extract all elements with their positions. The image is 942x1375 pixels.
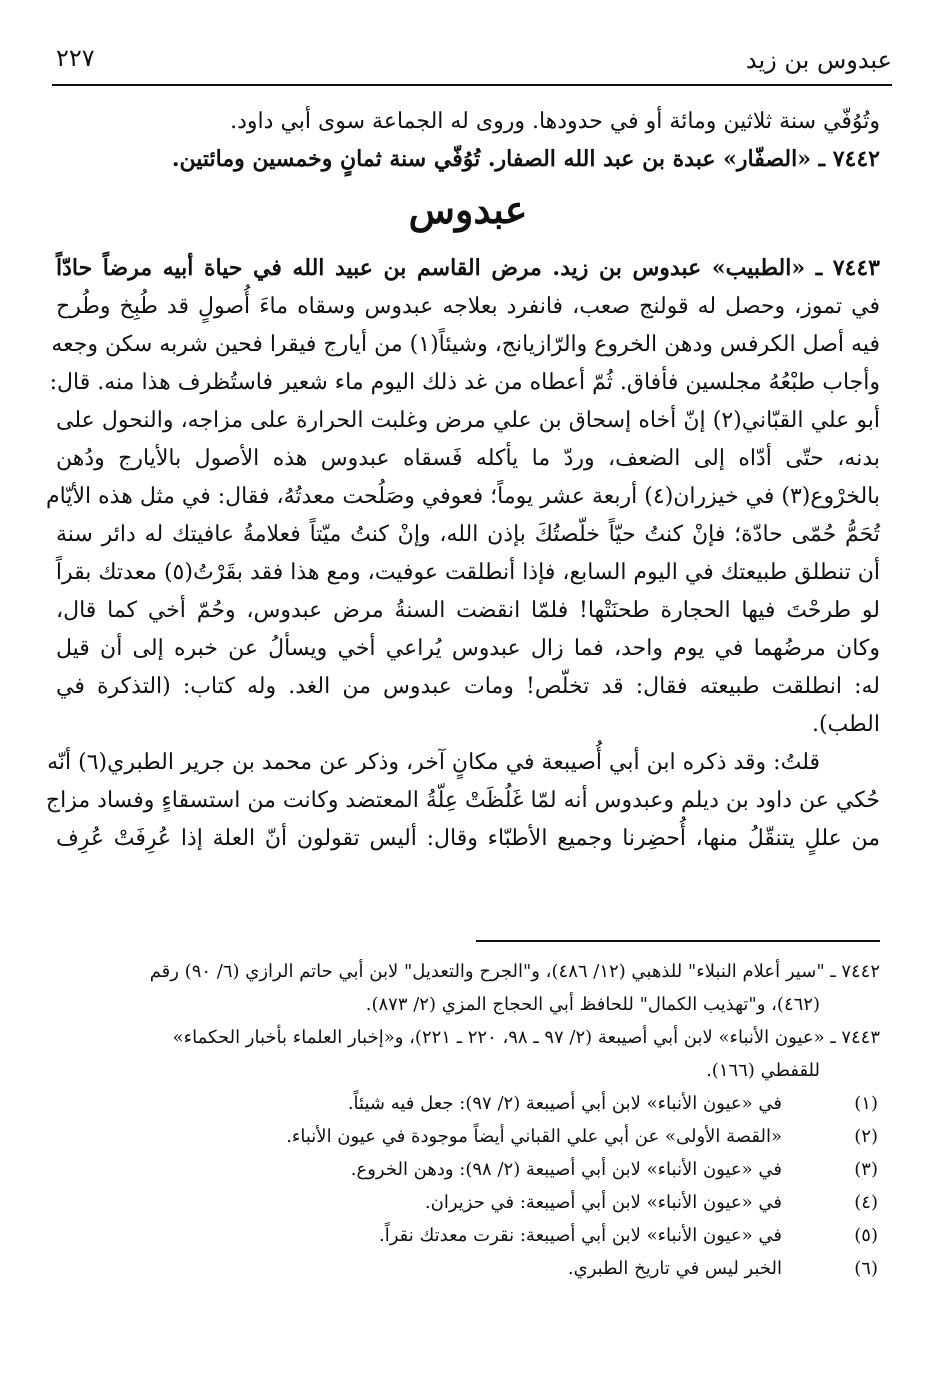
footnote-text: في «عيون الأنباء» لابن أبي أصيبعة: في حزيران. bbox=[424, 1192, 782, 1213]
text-line: فيه أصل الكرفس ودهن الخروع والرّازيانج، وشيئاً(١) من أيارج فيقرا فحين شربه سكن وجعه bbox=[51, 332, 880, 357]
main-text bbox=[45, 106, 881, 861]
footnote-text: في «عيون الأنباء» لابن أبي أصيبعة (٢/ ٩٨): ودهن الخروع. bbox=[350, 1159, 782, 1180]
footnote-number: (٤) bbox=[854, 1192, 878, 1213]
entry-7442 bbox=[56, 144, 880, 175]
text-line: له: انطلقت طبيعته فقال: قد تخلّص! ومات عبدوس من الغد. وله كتاب: (التذكرة في bbox=[56, 674, 880, 699]
text-line: في تموز، وحصل له قولنج صعب، فانفرد بعلاجه عبدوس وسقاه ماءَ أُصولٍ قد طُبِخ وطُرح bbox=[56, 294, 880, 319]
page-number: ٢٢٧ bbox=[56, 44, 95, 72]
footnote-item bbox=[62, 1222, 880, 1249]
footnote-item bbox=[62, 1123, 880, 1150]
source-note: ٧٤٤٣ ـ «عيون الأنباء» لابن أبي أصيبعة (٢/ ٩٧ ـ ٩٨، ٢٢٠ ـ ٢٢١)، و«إخبار العلماء بأخبار الحكماء» bbox=[172, 1027, 880, 1048]
footnote-number: (٣) bbox=[854, 1159, 878, 1180]
text-line: تُحَمُّ حُمّى حادّة؛ فإنْ كنتُ حيّاً خلّصتُكَ بإذن الله، وإنْ كنتُ ميّتاً فعلامةُ عافيتك له دائر سنة bbox=[56, 522, 880, 547]
footnote-number: (١) bbox=[854, 1093, 878, 1114]
footnote-number: (٥) bbox=[854, 1225, 878, 1246]
footnote-text: الخبر ليس في تاريخ الطبري. bbox=[567, 1258, 782, 1279]
footnote-separator bbox=[476, 940, 880, 942]
source-note: للقفطي (١٦٦). bbox=[706, 1060, 820, 1081]
text-line: وأجاب طبْعُهُ مجلسين فأفاق. ثُمّ أعطاه من غد ذلك اليوم ماء شعير فاستُظرف هذا منه. قال: bbox=[49, 370, 880, 395]
text-line: أبو علي القبّاني(٢) إنّ أخاه إسحاق بن علي مرض وغلبت الحرارة على مزاجه، والنحول على bbox=[56, 408, 881, 433]
source-note: (٤٦٢)، و"تهذيب الكمال" للحافظ أبي الحجاج المزي (٢/ ٨٧٣). bbox=[365, 994, 820, 1015]
entry-number: ٧٤٤٢ ـ « bbox=[797, 146, 880, 172]
text-line: وكان مرضُهما في يوم واحد، فما زال عبدوس يُراعي أخي ويسألُ عن خبره إلى أن قيل bbox=[56, 636, 880, 661]
entry-text: الطبيب» عبدوس بن زيد. مرض القاسم بن عبيد الله في حياة أبيه مرضاً حادّاً bbox=[56, 255, 792, 281]
entry-7443 bbox=[56, 253, 880, 284]
footnote-text: في «عيون الأنباء» لابن أبي أصيبعة: نقرت معدتك نقراً. bbox=[378, 1225, 782, 1246]
footnote-item bbox=[62, 1156, 880, 1183]
entry-text: الصفّار» عبدة بن عبد الله الصفار. تُوُفّي سنة ثمانٍ وخمسين ومائتين. bbox=[171, 146, 798, 172]
text-line: من عللٍ يتنقّلُ منها، أُحضِرنا وجميع الأطبّاء وقال: أليس تقولون أنّ العلة إذا عُرِفَتْ عُرِف bbox=[56, 826, 880, 851]
text-line: وتُوُفّي سنة ثلاثين ومائة أو في حدودها. وروى له الجماعة سوى أبي داود. bbox=[230, 109, 880, 134]
footnote-number: (٢) bbox=[854, 1126, 878, 1147]
text-line: بدنه، حتّى أدّاه إلى الضعف، وردّ ما يأكله فَسقاه عبدوس هذه الأصول بالأيارج ودُهن bbox=[56, 446, 880, 471]
entry-number: ٧٤٤٣ ـ « bbox=[791, 255, 880, 281]
footnote-item bbox=[62, 1189, 880, 1216]
page-header bbox=[52, 40, 892, 86]
footnote-item bbox=[62, 1255, 880, 1282]
text-line: حُكي عن داود بن ديلم وعبدوس أنه لمّا غَلُظَتْ عِلّةُ المعتضد وكانت من استسقاءٍ وفساد مزاج bbox=[45, 788, 880, 813]
text-line: بالخرْوع(٣) في خيزران(٤) أربعة عشر يوماً؛ فعوفي وصَلُحت معدتُهُ، فقال: في مثل هذه الأيّام bbox=[46, 484, 880, 509]
text-line: قلتُ: وقد ذكره ابن أبي أُصيبعة في مكانٍ آخر، وذكر عن محمد بن جرير الطبري(٦) أنّه bbox=[47, 750, 820, 775]
footnote-item bbox=[62, 1090, 880, 1117]
text-line: أن تنطلق طبيعتك في اليوم السابع، فإذا أنطلقت عوفيت، ومع هذا فقد بقَرْتُ(٥) معدتك بقراً bbox=[55, 560, 880, 585]
running-title: عبدوس بن زيد bbox=[745, 46, 892, 74]
footnote-text: في «عيون الأنباء» لابن أبي أصيبعة (٢/ ٩٧): جعل فيه شيئاً. bbox=[347, 1093, 782, 1114]
text-line: الطب). bbox=[811, 712, 880, 737]
source-note: ٧٤٤٢ ـ "سير أعلام النبلاء" للذهبي (١٢/ ٤٨٦)، و"الجرح والتعديل" لابن أبي حاتم الرازي (٦/ ٩٠) رقم bbox=[149, 961, 880, 982]
footnote-number: (٦) bbox=[854, 1258, 878, 1279]
footnotes bbox=[62, 958, 880, 1288]
text-line: لو طرحْتَ فيها الحجارة طحنَتْها! فلمّا انقضت السنةُ مرض عبدوس، وحُمّ أخي كما قال، bbox=[56, 598, 880, 623]
footnote-text: «القصة الأولى» عن أبي علي القباني أيضاً موجودة في عيون الأنباء. bbox=[286, 1126, 782, 1147]
section-heading: عبدوس bbox=[408, 187, 528, 232]
